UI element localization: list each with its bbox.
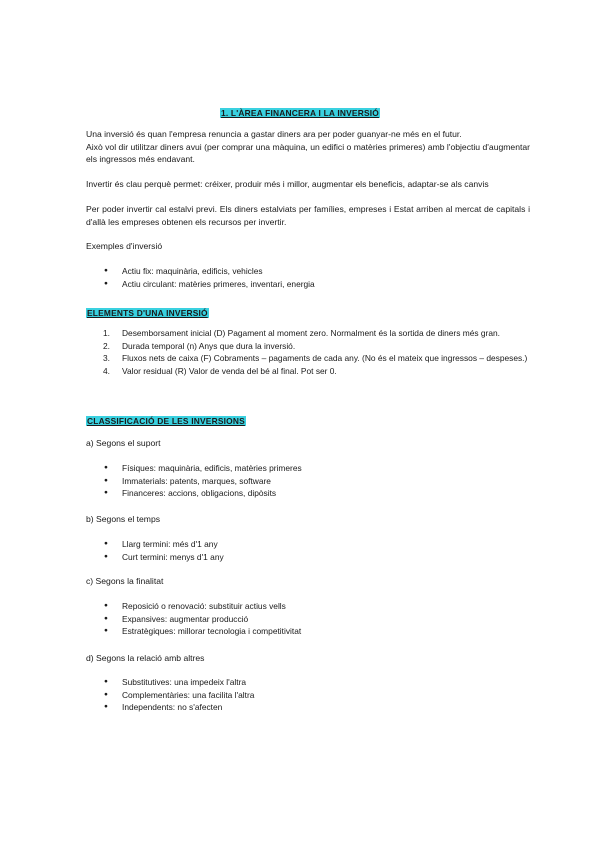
examples-heading: Exemples d'inversió bbox=[86, 241, 163, 251]
class-a-list bbox=[86, 462, 302, 500]
elements-heading: ELEMENTS D'UNA INVERSIÓ bbox=[87, 308, 208, 318]
list-item: ● Immaterials: patents, marques, software bbox=[86, 475, 302, 488]
list-item: 2. Durada temporal (n) Anys que dura la inversió. bbox=[103, 340, 296, 351]
list-item: ● Complementàries: una facilita l'altra bbox=[86, 689, 254, 702]
class-b-heading: b) Segons el temps bbox=[86, 514, 161, 524]
list-item: ● Expansives: augmentar producció bbox=[86, 613, 301, 626]
why-invest-paragraph: Invertir és clau perquè permet: créixer, produir més i millor, augmentar els beneficis, adaptar-se als canvis bbox=[86, 179, 489, 189]
class-a-heading: a) Segons el suport bbox=[86, 438, 161, 448]
list-item: ● Financeres: accions, obligacions, dipòsits bbox=[86, 487, 302, 500]
page-title: 1. L'ÀREA FINANCERA I LA INVERSIÓ bbox=[221, 108, 379, 118]
intro-line-1: Una inversió és quan l'empresa renuncia a gastar diners ara per poder guanyar-ne més en el futur. bbox=[86, 129, 462, 139]
class-c-list bbox=[86, 600, 301, 638]
list-item: 1. Desemborsament inicial (D) Pagament al moment zero. Normalment és la sortida de diners més gran. bbox=[103, 328, 500, 338]
class-d-heading: d) Segons la relació amb altres bbox=[86, 653, 205, 663]
intro-line-2: Això vol dir utilitzar diners avui (per comprar una màquina, un edifici o matèries primeres) amb l'objectiu d'augmentar els ingressos més endavant. bbox=[86, 141, 530, 165]
list-item: ● Llarg termini: més d'1 any bbox=[86, 538, 224, 551]
capital-paragraph: Per poder invertir cal estalvi previ. Els diners estalviats per famílies, empreses i Estat arriben al mercat de capitals i d'allà les empreses obtenen els recursos per invertir. bbox=[86, 204, 530, 227]
list-item: ● Actiu fix: maquinària, edificis, vehicles bbox=[86, 265, 315, 278]
list-item: ● Físiques: maquinària, edificis, matèries primeres bbox=[86, 462, 302, 475]
list-item: ● Curt termini: menys d'1 any bbox=[86, 551, 224, 564]
examples-list bbox=[86, 265, 315, 290]
list-item: 4. Valor residual (R) Valor de venda del bé al final. Pot ser 0. bbox=[103, 365, 337, 376]
title-block bbox=[0, 103, 600, 121]
list-item: 3. Fluxos nets de caixa (F) Cobraments – pagaments de cada any. (No és el mateix que ingressos – despeses.) bbox=[103, 353, 528, 364]
intro-paragraph bbox=[86, 128, 530, 166]
elements-heading-block bbox=[86, 303, 209, 321]
list-item: ● Reposició o renovació: substituir actius vells bbox=[86, 600, 301, 613]
class-c-heading: c) Segons la finalitat bbox=[86, 576, 164, 586]
classification-heading-block bbox=[86, 411, 246, 429]
classification-heading: CLASSIFICACIÓ DE LES INVERSIONS bbox=[87, 416, 245, 426]
list-item: ● Actiu circulant: matèries primeres, inventari, energia bbox=[86, 278, 315, 291]
class-b-list bbox=[86, 538, 224, 563]
elements-list bbox=[86, 327, 530, 377]
list-item: ● Estratègiques: millorar tecnologia i competitivitat bbox=[86, 625, 301, 638]
list-item: ● Independents: no s'afecten bbox=[86, 701, 254, 714]
class-d-list bbox=[86, 676, 254, 714]
list-item: ● Substitutives: una impedeix l'altra bbox=[86, 676, 254, 689]
